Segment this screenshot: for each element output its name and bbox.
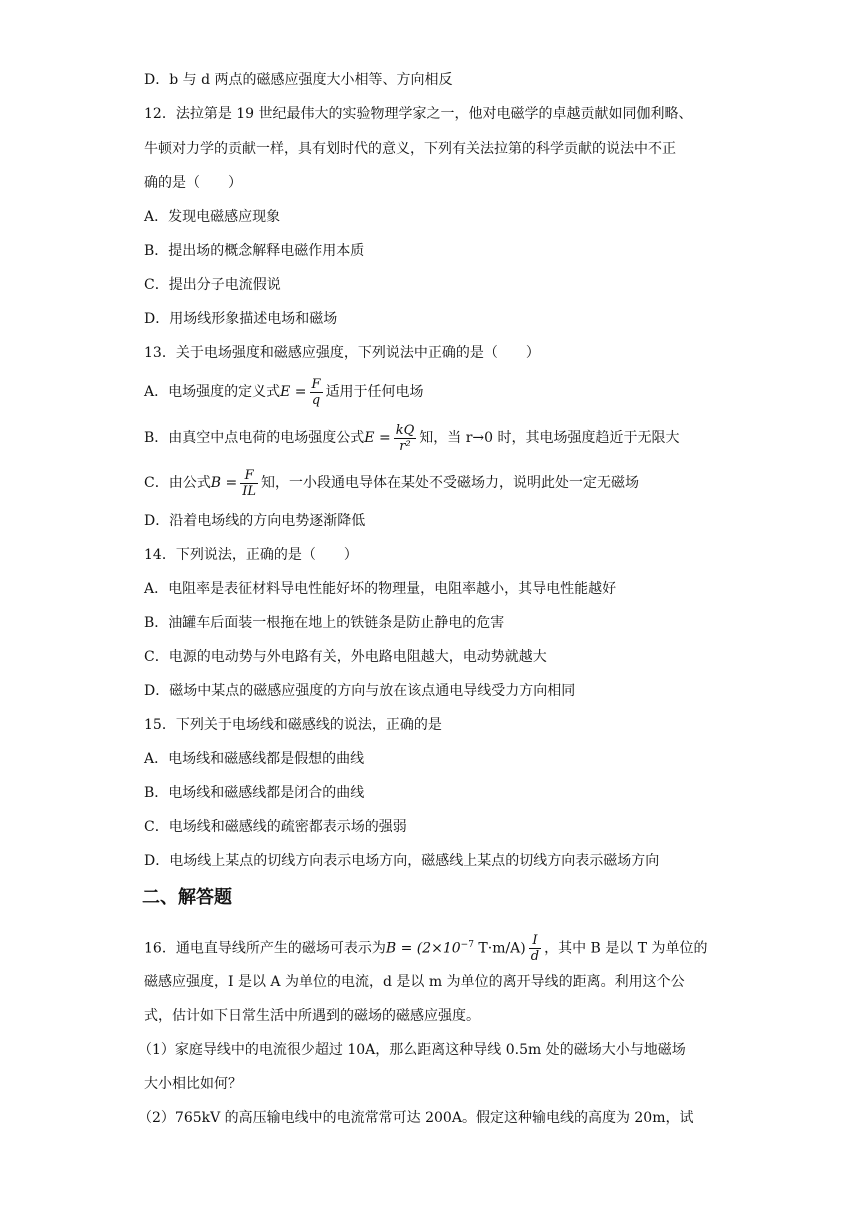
e-pt-lhs: E = [364, 430, 391, 446]
q14-stem: 14．下列说法，正确的是（ ） [144, 547, 358, 563]
b-def-numerator: F [240, 468, 258, 484]
q14-option-c: C．电源的电动势与外电路有关，外电路电阻越大，电动势就越大 [144, 649, 547, 665]
b-wire-fraction [529, 933, 541, 964]
q16-part1-line-2: 大小相比如何？ [144, 1076, 242, 1092]
q15-option-a: A．电场线和磁感线都是假想的曲线 [144, 751, 365, 767]
q13a-text-post: 适用于任何电场 [325, 384, 424, 400]
e-def-numerator: F [311, 376, 321, 392]
q16-text-pre: 16．通电直导线所产生的磁场可表示为 [144, 940, 386, 957]
q15-option-c: C．电场线和磁感线的疏密都表示场的强弱 [144, 819, 407, 835]
q12-stem-line-2: 牛顿对力学的贡献一样，具有划时代的意义，下列有关法拉第的科学贡献的说法中不正 [144, 141, 676, 157]
q15-stem: 15．下列关于电场线和磁感线的说法，正确的是 [144, 717, 442, 733]
e-def-lhs: E = [280, 384, 307, 400]
q13-stem: 13．关于电场强度和磁感应强度，下列说法中正确的是（ ） [144, 345, 540, 361]
q16-stem-line-3: 式，估计如下日常生活中所遇到的磁场的磁感应强度。 [144, 1008, 480, 1024]
b-wire-lhs: B = (2×10 [385, 940, 461, 957]
q13b-text-post: 知，当 r→0 时，其电场强度趋近于无限大 [419, 430, 680, 446]
section-heading-answer-questions: 二、解答题 [142, 887, 232, 908]
q15-option-b: B．电场线和磁感线都是闭合的曲线 [144, 785, 365, 801]
q12-option-d: D．用场线形象描述电场和磁场 [144, 311, 338, 327]
q12-stem-line-3: 确的是（ ） [144, 175, 242, 191]
b-wire-numerator: I [529, 933, 541, 949]
q16-part1-line-1: （1）家庭导线中的电流很少超过 10A，那么距离这种导线 0.5m 处的磁场大小与地磁场 [138, 1042, 686, 1058]
q13a-text-pre: A．电场强度的定义式 [144, 384, 281, 400]
q14-option-b: B．油罐车后面装一根拖在地上的铁链条是防止静电的危害 [144, 615, 505, 631]
b-def-denominator: IL [242, 483, 256, 499]
q16-stem-line-2: 磁感应强度，I 是以 A 为单位的电流，d 是以 m 为单位的离开导线的距离。利用这个公 [144, 974, 685, 990]
e-def-fraction [310, 377, 323, 408]
q13c-text-post: 知，一小段通电导体在某处不受磁场力，说明此处一定无磁场 [260, 475, 639, 491]
q12-option-c: C．提出分子电流假说 [144, 277, 281, 293]
q13-option-c [144, 466, 639, 500]
q12-option-a: A．发现电磁感应现象 [144, 209, 281, 225]
b-wire-exponent: −7 [460, 940, 474, 950]
b-wire-denominator: d [530, 949, 540, 965]
q16-part2-line-1: （2）765kV 的高压输电线中的电流常常可达 200A。假定这种输电线的高度为 20m，试 [138, 1110, 694, 1126]
q13b-text-pre: B．由真空中点电荷的电场强度公式 [144, 430, 365, 446]
e-pt-fraction [394, 423, 417, 454]
q13-option-d: D．沿着电场线的方向电势逐渐降低 [144, 513, 366, 529]
e-pt-denominator: r² [399, 438, 411, 454]
q14-option-d: D．磁场中某点的磁感应强度的方向与放在该点通电导线受力方向相同 [144, 683, 576, 699]
q16-stem-line-1 [144, 928, 708, 966]
q14-option-a: A．电阻率是表征材料导电性能好坏的物理量，电阻率越小，其导电性能越好 [144, 581, 617, 597]
b-def-lhs: B = [210, 475, 238, 491]
e-pt-numerator: kQ [395, 422, 415, 438]
q16-text-post: ，其中 B 是以 T 为单位的 [544, 940, 708, 957]
b-wire-unit: T·m/A) [473, 940, 526, 957]
q15-option-d: D．电场线上某点的切线方向表示电场方向，磁感线上某点的切线方向表示磁场方向 [144, 853, 660, 869]
q11-option-d: D．b 与 d 两点的磁感应强度大小相等、方向相反 [144, 72, 453, 88]
e-def-denominator: q [311, 392, 321, 408]
q12-option-b: B．提出场的概念解释电磁作用本质 [144, 243, 365, 259]
q13-option-a [144, 375, 424, 409]
q13-option-b [144, 421, 679, 455]
b-def-fraction [240, 468, 258, 499]
q13c-text-pre: C．由公式 [144, 475, 211, 491]
q12-stem-line-1: 12．法拉第是 19 世纪最伟大的实验物理学家之一，他对电磁学的卓越贡献如同伽利略、 [144, 106, 693, 122]
